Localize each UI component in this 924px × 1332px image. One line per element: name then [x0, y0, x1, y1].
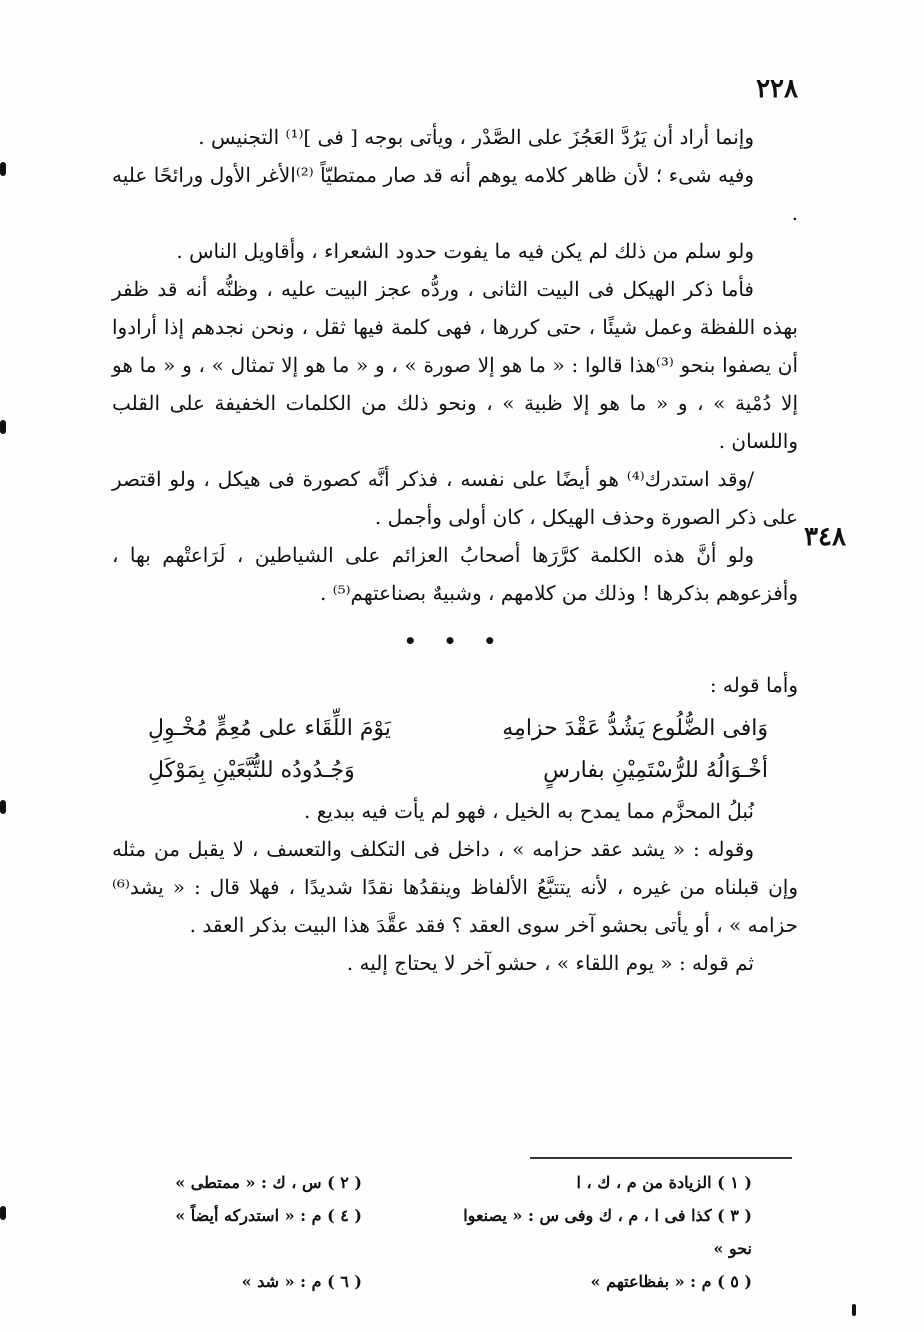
footnote: ( ١ ) الزيادة من م ، ك ، ا	[576, 1173, 752, 1192]
scan-edge-mark	[0, 162, 6, 176]
footnote: ( ٦ ) م : « شد »	[241, 1272, 362, 1291]
scan-edge-mark	[852, 1304, 856, 1316]
footnote-row	[132, 1199, 752, 1265]
poem-verse	[112, 750, 798, 792]
paragraph-9: وقوله : « يشد عقد حزامه » ، داخل فى التكلف والتعسف ، لا يقبل من مثله وإن قبلناه من غيره ، لأنه يتتبَّعُ الألفاظ وينقدُها نقدًا شديدًا ، فهلا قال : « يشد⁽⁶⁾ حزامه » ، أو يأتى بحشو آخر سوى العقد ؟ فقد عقَّدَ هذا البيت بذكر العقد .	[112, 837, 798, 937]
footnote-row	[132, 1265, 752, 1298]
footnote: ( ٤ ) م : « استدركه أيضاً »	[175, 1206, 362, 1225]
footnote: ( ٢ ) س ، ك : « ممتطى »	[175, 1173, 362, 1192]
poem-verse	[112, 708, 798, 750]
scan-edge-mark	[0, 800, 6, 814]
paragraph-6: ولو أنَّ هذه الكلمة كرَّرَها أصحابُ العزائم على الشياطين ، لَرَاعتْهم بها ، وأفزعوهم بذكرها ! وذلك من كلامهم ، وشبيهٌ بصناعتهم⁽⁵⁾ .	[112, 543, 798, 605]
scan-edge-mark	[0, 1206, 6, 1220]
paragraph-1: وإنما أراد أن يَرُدَّ العَجُزَ على الصَّدْر ، ويأتى بوجه [ فى ]⁽¹⁾ التجنيس .	[198, 125, 754, 149]
paragraph-4: فأما ذكر الهيكل فى البيت الثانى ، وردُّه عجز البيت عليه ، وظنُّه أنه قد ظفر بهذه اللفظة وعمل شيئًا ، حتى كررها ، فهى كلمة فيها ثقل ، ونحن نجدهم إذا أرادوا أن يصفوا بنحو ⁽³⁾هذا قالوا : « ما هو إلا صورة » ، و « ما هو إلا تمثال » ، و « ما هو إلا دُمْية » ، و « ما هو إلا ظبية » ، ونحو ذلك من الكلمات الخفيفة على القلب واللسان .	[112, 277, 798, 453]
footnote: ( ٣ ) كذا فى ا ، م ، ك وفى س : « يصنعوا نحو »	[463, 1206, 752, 1258]
paragraph-2: وفيه شىء ؛ لأن ظاهر كلامه يوهم أنه قد صار ممتطيّاً ⁽²⁾الأغر الأول ورائحًا عليه .	[112, 163, 798, 225]
poem-hemistich-second: وَجُـدُودُه للتُّبَّعَيْنِ بِمَوْكَلِ	[148, 758, 355, 783]
page-number: ٢٢٨	[756, 74, 798, 104]
footnotes	[132, 1166, 752, 1298]
footnote-divider	[530, 1157, 792, 1159]
main-text	[112, 118, 798, 982]
paragraph-3: ولو سلم من ذلك لم يكن فيه ما يفوت حدود الشعراء ، وأقاويل الناس .	[176, 239, 754, 263]
paragraph-10: ثم قوله : « يوم اللقاء » ، حشو آخر لا يحتاج إليه .	[346, 951, 754, 975]
poem-hemistich-first: وَافى الضُّلُوع يَشُدُّ عَقْدَ حزامِهِ	[502, 716, 768, 741]
paragraph-8: نُبلُ المحزَّم مما يمدح به الخيل ، فهو لم يأت فيه ببديع .	[304, 799, 754, 823]
poem-hemistich-second: يَوْمَ اللِّقَاء على مُعِمٍّ مُخْـوِلِ	[148, 716, 391, 741]
margin-reference-number: ٣٤٨	[804, 522, 846, 552]
scan-edge-mark	[0, 420, 6, 434]
poem	[112, 708, 798, 792]
paragraph-7: وأما قوله :	[709, 673, 798, 697]
paragraph-5: /وقد استدرك⁽⁴⁾ هو أيضًا على نفسه ، فذكر أنَّه كصورة فى هيكل ، ولو اقتصر على ذكر الصورة وحذف الهيكل ، كان أولى وأجمل .	[112, 467, 798, 529]
footnote: ( ٥ ) م : « بفظاعتهم »	[590, 1272, 752, 1291]
footnote-row	[132, 1166, 752, 1199]
section-separator: • • •	[403, 629, 507, 653]
poem-hemistich-first: أخْـوَالُهُ للرُّسْتَمِيْنِ بفارسٍ	[543, 758, 768, 783]
